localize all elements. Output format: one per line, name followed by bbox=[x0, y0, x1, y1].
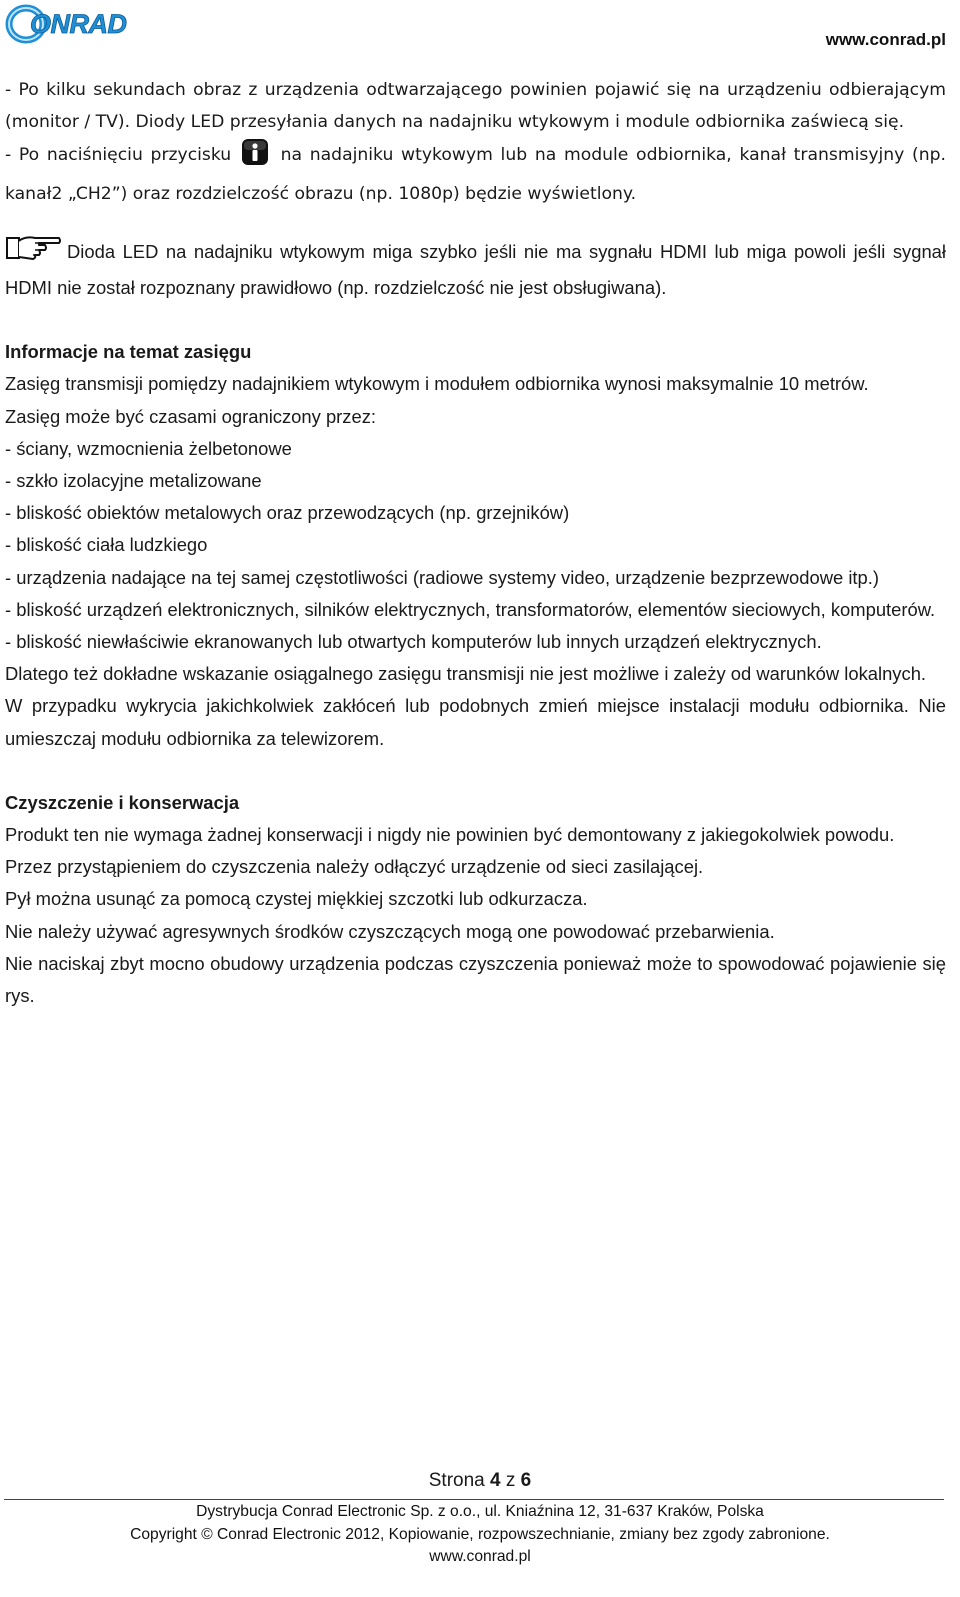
range-line: Zasięg może być czasami ograniczony przez: bbox=[5, 405, 377, 427]
paragraph-after-seconds: - Po kilku sekundach obraz z urządzenia odtwarzającego powinien pojawić się na urządzeniu odbierającym (monitor / TV). Diody LED przesyłania danych na nadajniku wtykowym i module odbiornika zaświecą się. bbox=[5, 80, 946, 133]
cleaning-line: Produkt ten nie wymaga żadnej konserwacji i nigdy nie powinien być demontowany z jakiegokolwiek powodu. bbox=[5, 824, 895, 846]
cleaning-line: Pył można usunąć za pomocą czystej miękkiej szczotki lub odkurzacza. bbox=[5, 888, 588, 910]
range-heading: Informacje na temat zasięgu bbox=[5, 341, 252, 363]
header-site-url[interactable]: www.conrad.pl bbox=[825, 30, 946, 49]
spacer bbox=[5, 304, 946, 336]
footer-url[interactable]: www.conrad.pl bbox=[429, 1548, 531, 1565]
page-total: 6 bbox=[520, 1470, 532, 1491]
info-icon bbox=[241, 138, 269, 177]
page-content bbox=[5, 74, 946, 1012]
range-line: - bliskość ciała ludzkiego bbox=[5, 534, 208, 556]
range-line: - bliskość obiektów metalowych oraz przewodzących (np. grzejników) bbox=[5, 502, 570, 524]
paragraph-info-button bbox=[5, 138, 946, 209]
range-line: - ściany, wzmocnienia żelbetonowe bbox=[5, 437, 292, 459]
cleaning-line: Przez przystąpieniem do czyszczenia należy odłączyć urządzenie od sieci zasilającej. bbox=[5, 856, 704, 878]
range-line: Zasięg transmisji pomiędzy nadajnikiem wtykowym i modułem odbiornika wynosi maksymalnie 10 metrów. bbox=[5, 373, 869, 395]
range-line: - bliskość niewłaściwie ekranowanych lub otwartych komputerów lub innych urządzeń elektrycznych. bbox=[5, 631, 822, 653]
note-text: Dioda LED na nadajniku wtykowym miga szybko jeśli nie ma sygnału HDMI lub miga powoli jeśli sygnał HDMI nie został rozpoznany prawidłowo (np. rozdzielczość nie jest obsługiwana). bbox=[5, 240, 946, 299]
cleaning-line: Nie naciskaj zbyt mocno obudowy urządzenia podczas czyszczenia ponieważ może to spowodować pojawienie się rys. bbox=[5, 952, 946, 1007]
range-line: - bliskość urządzeń elektronicznych, silników elektrycznych, transformatorów, elementów sieciowych, komputerów. bbox=[5, 598, 936, 620]
page-current: 4 bbox=[490, 1470, 501, 1491]
svg-text:ONRAD: ONRAD bbox=[30, 9, 127, 39]
page-header bbox=[0, 0, 960, 60]
range-line: W przypadku wykrycia jakichkolwiek zakłóceń lub podobnych zmień miejsce instalacji modułu odbiornika. Nie umieszczaj modułu odbiornika za telewizorem. bbox=[5, 695, 946, 749]
conrad-logo bbox=[4, 2, 164, 46]
paragraph-info-button-after: na nadajniku wtykowym lub na module odbiornika, kanał transmisyjny (np. kanał2 „CH2”) oraz rozdzielczość obrazu (np. 1080p) będzie wyświetlony. bbox=[5, 145, 946, 204]
footer-distribution: Dystrybucja Conrad Electronic Sp. z o.o., ul. Kniaźnina 12, 31-637 Kraków, Polska bbox=[196, 1503, 764, 1520]
page-separator: z bbox=[505, 1470, 516, 1491]
range-line: Dlatego też dokładne wskazanie osiągalnego zasięgu transmisji nie jest możliwe i zależy od warunków lokalnych. bbox=[5, 663, 927, 685]
cleaning-heading: Czyszczenie i konserwacja bbox=[5, 791, 240, 813]
range-line: - szkło izolacyjne metalizowane bbox=[5, 470, 262, 492]
page-footer bbox=[0, 1501, 960, 1569]
footer-copyright: Copyright © Conrad Electronic 2012, Kopiowanie, rozpowszechnianie, zmiany bez zgody zabronione. bbox=[130, 1525, 830, 1543]
range-line: - urządzenia nadające na tej samej częstotliwości (radiowe systemy video, urządzenie bezprzewodowe itp.) bbox=[5, 566, 879, 588]
spacer bbox=[5, 755, 946, 787]
note-paragraph bbox=[5, 232, 946, 304]
cleaning-line: Nie należy używać agresywnych środków czyszczących mogą one powodować przebarwienia. bbox=[5, 920, 775, 942]
footer-divider bbox=[4, 1499, 944, 1500]
pointing-hand-icon bbox=[5, 232, 61, 272]
page-number bbox=[0, 1470, 960, 1492]
page-word: Strona bbox=[428, 1470, 485, 1491]
paragraph-info-button-before: - Po naciśnięciu przycisku bbox=[5, 145, 232, 166]
